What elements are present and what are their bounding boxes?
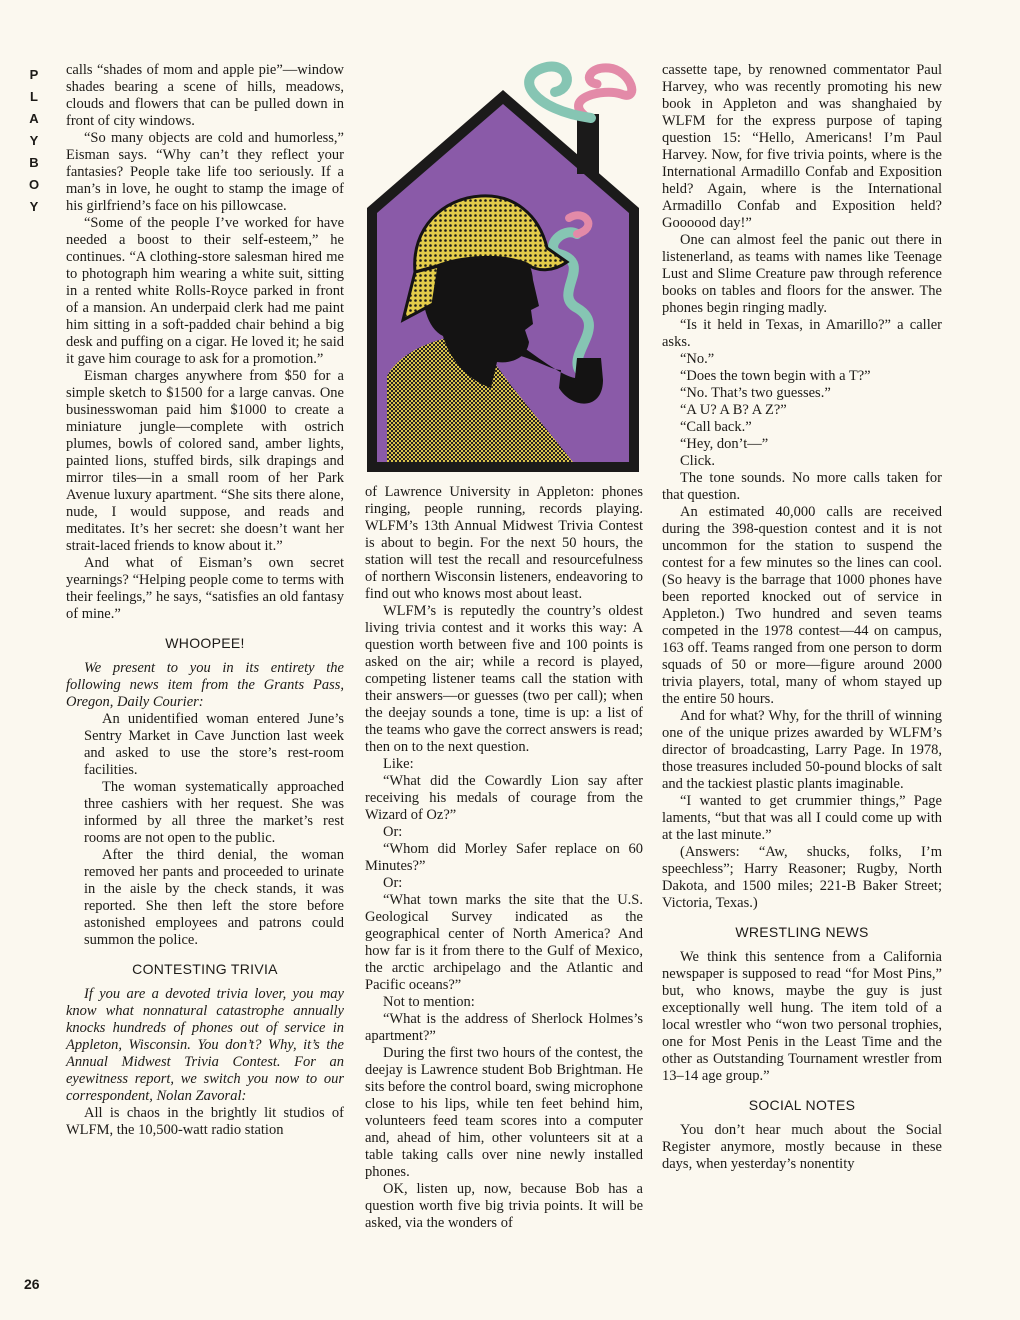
paragraph: OK, listen up, now, because Bob has a question worth five big trivia points. It will be asked, via the wonders of — [365, 1181, 643, 1231]
paragraph: Or: — [383, 875, 403, 891]
paragraph: After the third denial, the woman removed her pants and proceeded to urinate in the aisle by the check stands, it was reported. She then left the store before astonished employees and patrons could summon the police. — [84, 847, 344, 948]
column-2 — [365, 484, 643, 1232]
dialogue-line: “Hey, don’t—” — [680, 436, 769, 452]
sidebar-letter: Y — [29, 133, 39, 148]
paragraph: “Some of the people I’ve worked for have needed a boost to their self-esteem,” he continues. “A clothing-store salesman hired me to photograph him wearing a white suit, sitting in a rented white Rolls-Royce parked in front of a mansion. An underpaid clerk had me paint him sitting in a soft-padded chair behind a big desk and puffing on a cigar. He loved it; he said it gave him courage to ask for a promotion.” — [66, 215, 344, 367]
trivia-question: “Whom did Morley Safer replace on 60 Minutes?” — [365, 841, 643, 874]
sidebar-letter: Y — [29, 199, 39, 214]
sidebar-letter: P — [29, 67, 39, 82]
paragraph: “I wanted to get crummier things,” Page laments, “but that was all I could come up with at the last minute.” — [662, 793, 942, 843]
dialogue-line: “Does the town begin with a T?” — [680, 368, 871, 384]
paragraph: (Answers: “Aw, shucks, folks, I’m speechless”; Harry Reasoner; Rugby, North Dakota, and 1500 miles; 221-B Baker Street; Victoria, Texas.) — [662, 844, 942, 911]
paragraph: An estimated 40,000 calls are received during the 398-question contest and it is not uncommon for the station to suspend the contest for a few minutes so the lines can cool. (So heavy is the barrage that 1000 phones have been reported knocked out of service in Appleton.) Two hundred and seven teams competed in the 1978 contest—44 on campus, 163 off. Teams ranged from one person to dorm squads of 50 or more—figure around 2000 trivia players, total, many of whom stayed up the entire 50 hours. — [662, 504, 942, 707]
paragraph: The tone sounds. No more calls taken for that question. — [662, 470, 942, 503]
dialogue-line: “No. That’s two guesses.” — [680, 385, 831, 401]
trivia-question: “What is the address of Sherlock Holmes’s apartment?” — [365, 1011, 643, 1044]
column-1 — [66, 62, 344, 1139]
paragraph: WLFM’s is reputedly the country’s oldest living trivia contest and it works this way: A question worth between five and 100 points is asked on the air; while a record is played, competing listener teams call the station with their answers—or guesses (two per call); when the deejay sounds a tone, time is up: a list of the teams who gave the correct answers is read; then on to the next question. — [365, 603, 643, 755]
paragraph: And what of Eisman’s own secret yearnings? “Helping people come to terms with their feelings,” he says, “satisfies an old fantasy of mine.” — [66, 555, 344, 622]
column-3 — [662, 62, 942, 1173]
sidebar-letter: B — [29, 155, 39, 170]
paragraph: One can almost feel the panic out there in listenerland, as teams with names like Teenage Lust and Slime Creature paw through reference books on tables and floors for the answer. The phones begin ringing madly. — [662, 232, 942, 316]
trivia-question: “What town marks the site that the U.S. Geological Survey indicated as the geographical center of North America? And how far is it from there to the Gulf of Mexico, the arctic archipelago and the Atlantic and Pacific oceans?” — [365, 892, 643, 993]
news-item-quote — [84, 711, 344, 949]
dialogue-line: Click. — [680, 453, 716, 469]
paragraph: of Lawrence University in Appleton: phones ringing, people running, records playing. WLFM’s 13th Annual Midwest Trivia Contest is about to begin. For the next 50 hours, the station will test the recall and resourcefulness of northern Wisconsin listeners, endeavoring to find out who knows most about least. — [365, 484, 643, 602]
paragraph: We think this sentence from a California newspaper is supposed to read “for Most Pins,” but, who knows, maybe the guy is just exceptionally well hung. The item told of a local wrestler who “won two personal trophies, one for Most Penis in the Least Time and the other as Outstanding Tournament wrestler from 13–14 age group.” — [662, 949, 942, 1084]
paragraph: Not to mention: — [383, 994, 475, 1010]
paragraph: Or: — [383, 824, 403, 840]
section-heading-wrestling-news: WRESTLING NEWS — [735, 924, 869, 940]
dialogue-line: “Is it held in Texas, in Amarillo?” a caller asks. — [662, 317, 942, 350]
trivia-question: “What did the Cowardly Lion say after receiving his medals of courage from the Wizard of Oz?” — [365, 773, 643, 823]
paragraph: The woman systematically approached three cashiers with her request. She was informed by all three the market’s rest rooms are not open to the public. — [84, 779, 344, 846]
chimney — [577, 114, 599, 174]
paragraph: An unidentified woman entered June’s Sentry Market in Cave Junction last week and asked to use the store’s rest-room facilities. — [84, 711, 344, 778]
dialogue-line: “No.” — [680, 351, 715, 367]
paragraph: All is chaos in the brightly lit studios of WLFM, the 10,500-watt radio station — [66, 1105, 344, 1138]
paragraph: During the first two hours of the contest, the deejay is Lawrence student Bob Brightman. He sits before the control board, swing microphone close to his lips, while ten feet behind him, volunteers feed team scores into a computer and, ahead of him, other volunteers sit at a table taking calls over nine newly installed phones. — [365, 1045, 643, 1180]
sidebar-letter: A — [29, 111, 39, 126]
magazine-sidebar-title — [22, 64, 46, 218]
page-number: 26 — [24, 1276, 40, 1292]
dialogue-line: “Call back.” — [680, 419, 752, 435]
paragraph: “So many objects are cold and humorless,” Eisman says. “Why can’t they reflect your fantasies? People take life too seriously. If a man’s in love, he ought to stamp the image of his girlfriend’s face on his pillowcase. — [66, 130, 344, 214]
paragraph: calls “shades of mom and apple pie”—window shades bearing a scene of hills, meadows, clouds and flowers that can be pulled down in front of city windows. — [66, 62, 344, 129]
dialogue-line: “A U? A B? A Z?” — [680, 402, 787, 418]
italic-intro: We present to you in its entirety the following news item from the Grants Pass, Oregon, Daily Courier: — [66, 660, 344, 710]
section-heading-contesting-trivia: CONTESTING TRIVIA — [132, 961, 278, 977]
paragraph: You don’t hear much about the Social Register anymore, mostly because in these days, when yesterday’s nonentity — [662, 1122, 942, 1172]
paragraph: And for what? Why, for the thrill of winning one of the unique prizes awarded by WLFM’s director of broadcasting, Larry Page. In 1978, those treasures included 50-pound blocks of salt and the tackiest plastic plants imaginable. — [662, 708, 942, 792]
paragraph: Like: — [383, 756, 414, 772]
smoke-pink — [579, 68, 632, 116]
detective-illustration — [363, 58, 643, 476]
section-heading-whoopee: WHOOPEE! — [165, 635, 245, 651]
sidebar-letter: O — [28, 177, 40, 192]
paragraph: cassette tape, by renowned commentator Paul Harvey, who was recently promoting his new book in Appleton and was shanghaied by WLFM for the express purpose of taping question 15: “Hello, Americans! I’m Paul Harvey. Now, for five trivia points, where is the International Armadillo Confab and Exposition held? Again, where is the International Armadillo Confab and Exposition held? Goooood day!” — [662, 62, 942, 231]
sidebar-letter: L — [30, 89, 38, 104]
paragraph: Eisman charges anywhere from $50 for a simple sketch to $1500 for a large canvas. One businesswoman paid him $1000 to create a miniature jungle—complete with ostrich plumes, bowls of colored sand, amber lights, painted lions, stuffed birds, silk drapings and mirror tiles—in a small room of her Park Avenue luxury apartment. “She sits there alone, nude, I would suppose, and reads and meditates. It’s her secret: she doesn’t want her strait-laced friends to know about it.” — [66, 368, 344, 554]
section-heading-social-notes: SOCIAL NOTES — [748, 1097, 856, 1113]
italic-intro: If you are a devoted trivia lover, you may know what nonnatural catastrophe annually knocks hundreds of phones out of service in Appleton, Wisconsin. You don’t? Why, it’s the Annual Midwest Trivia Contest. For an eyewitness report, we switch you now to our correspondent, Nolan Zavoral: — [66, 986, 344, 1104]
